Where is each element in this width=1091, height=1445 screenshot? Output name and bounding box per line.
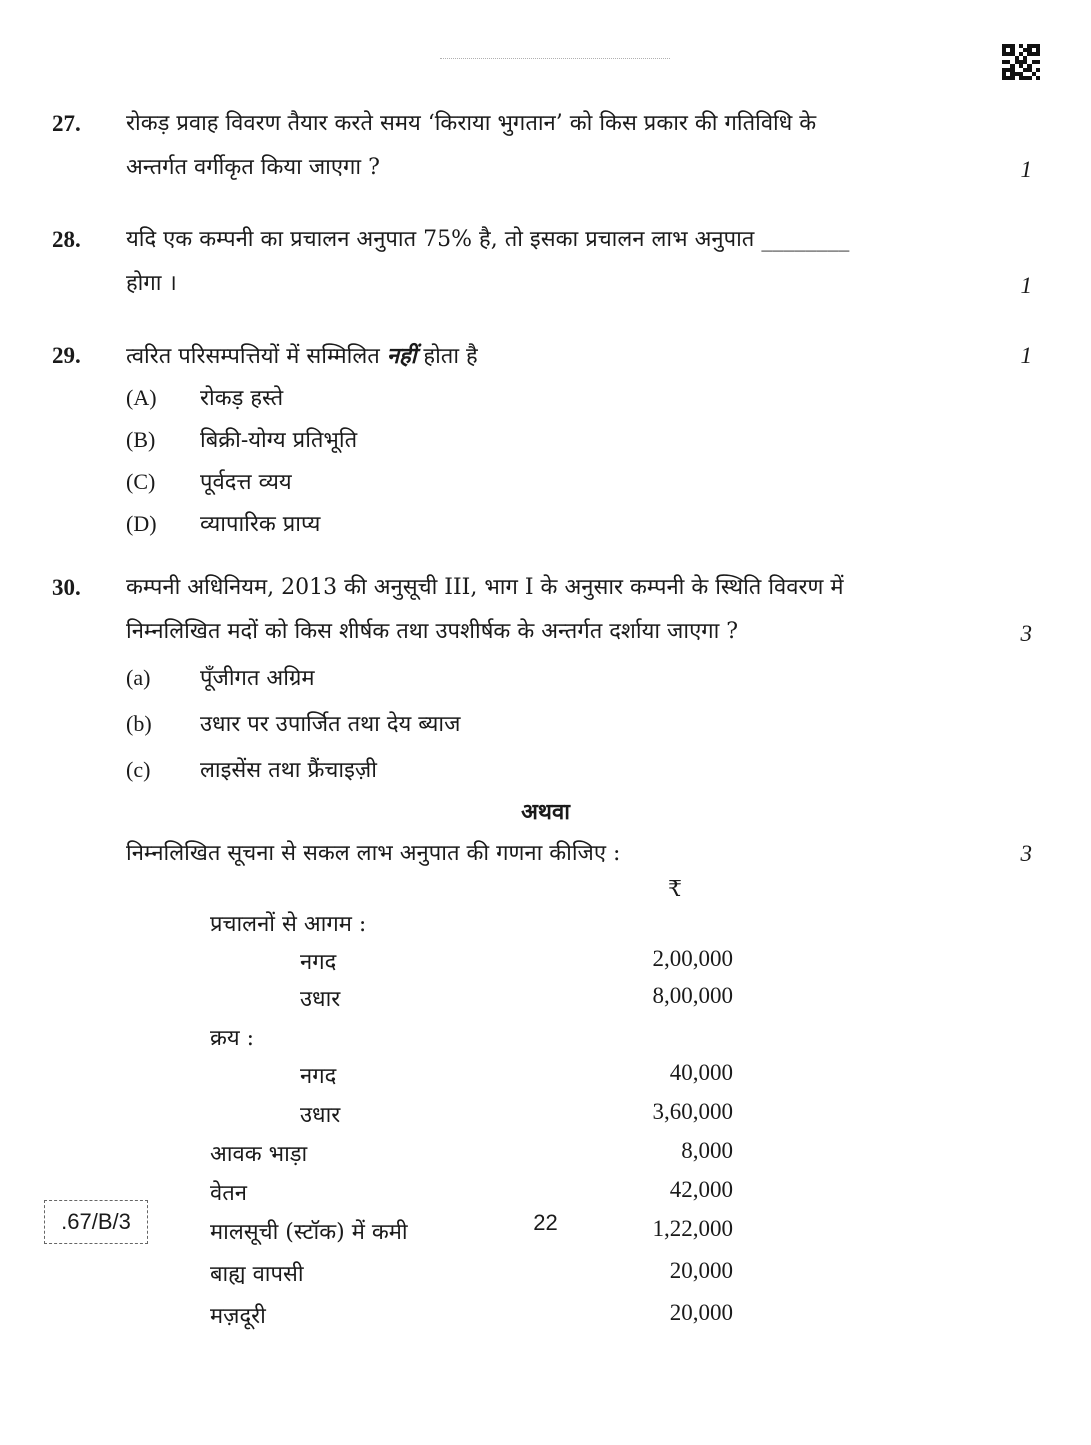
question-emphasis: नहीं <box>386 343 417 369</box>
table-row-label: मालसूची (स्टॉक) में कमी <box>210 1220 408 1245</box>
table-row-label: बाह्य वापसी <box>210 1262 304 1287</box>
option-label: (A) <box>126 385 157 410</box>
or-heading: अथवा <box>521 799 570 825</box>
table-row-label: वेतन <box>210 1181 247 1206</box>
table-row-value: 40,000 <box>669 1060 733 1085</box>
table-row-value: 8,00,000 <box>652 983 733 1008</box>
alt-question-marks: 3 <box>1020 841 1032 866</box>
table-row-label: मज़दूरी <box>210 1304 266 1329</box>
option-d <box>126 504 320 545</box>
question-marks: 1 <box>1020 343 1032 368</box>
option-text: पूँजीगत अग्रिम <box>200 666 315 691</box>
question-number: 30. <box>52 575 81 600</box>
table-row-label: प्रचालनों से आगम : <box>210 912 367 937</box>
question-text-line2: निम्नलिखित मदों को किस शीर्षक तथा उपशीर्षक के अन्तर्गत दर्शाया जाएगा ? <box>126 619 739 644</box>
alt-question-text: निम्नलिखित सूचना से सकल लाभ अनुपात की गणना कीजिए : <box>126 841 621 866</box>
qr-code-icon <box>1002 44 1040 80</box>
table-row-value: 42,000 <box>669 1177 733 1202</box>
question-number: 28. <box>52 227 81 252</box>
question-number: 27. <box>52 111 81 136</box>
option-label: (c) <box>126 757 151 782</box>
table-row-value: 20,000 <box>669 1300 733 1325</box>
header-strip <box>440 58 670 62</box>
option-text: पूर्वदत्त व्यय <box>200 470 292 495</box>
option-a <box>126 658 315 699</box>
option-label: (D) <box>126 511 157 536</box>
option-text: बिक्री-योग्य प्रतिभूति <box>200 428 358 453</box>
table-row-value: 1,22,000 <box>652 1216 733 1241</box>
question-text-line2: होगा । <box>126 271 177 296</box>
question-text-line2: अन्तर्गत वर्गीकृत किया जाएगा ? <box>126 155 380 180</box>
paper-code: .67/B/3 <box>44 1200 148 1244</box>
table-row-value: 3,60,000 <box>652 1099 733 1124</box>
option-label: (C) <box>126 469 156 494</box>
table-row-label: उधार <box>300 1103 341 1128</box>
question-text-line1: रोकड़ प्रवाह विवरण तैयार करते समय ‘किराया भुगतान’ को किस प्रकार की गतिविधि के <box>126 111 817 136</box>
table-row-label: नगद <box>300 1064 337 1089</box>
option-label: (a) <box>126 665 151 690</box>
question-text-after: होता है <box>416 344 478 369</box>
option-text: व्यापारिक प्राप्य <box>200 512 321 537</box>
currency-header: ₹ <box>668 877 682 902</box>
question-text-before: त्वरित परिसम्पत्तियों में सम्मिलित <box>126 344 387 369</box>
question-text-line1: कम्पनी अधिनियम, 2013 की अनुसूची III, भाग I के अनुसार कम्पनी के स्थिति विवरण में <box>126 575 844 600</box>
question-number: 29. <box>52 343 81 368</box>
option-b <box>126 420 357 461</box>
option-a <box>126 378 283 419</box>
table-row-label: नगद <box>300 950 337 975</box>
option-text: उधार पर उपार्जित तथा देय ब्याज <box>200 712 461 737</box>
question-marks: 1 <box>1020 273 1032 298</box>
option-c <box>126 462 292 503</box>
question-marks: 1 <box>1020 157 1032 182</box>
option-label: (B) <box>126 427 156 452</box>
option-c <box>126 750 377 791</box>
option-b <box>126 704 460 745</box>
table-row-value: 8,000 <box>681 1138 733 1163</box>
question-text <box>126 334 982 379</box>
option-text: लाइसेंस तथा फ्रैंचाइज़ी <box>200 758 377 783</box>
table-row-label: आवक भाड़ा <box>210 1142 308 1167</box>
option-label: (b) <box>126 711 152 736</box>
question-marks: 3 <box>1020 621 1032 646</box>
table-row-value: 2,00,000 <box>652 946 733 971</box>
table-row-label: उधार <box>300 987 341 1012</box>
page-number: 22 <box>533 1210 558 1235</box>
table-row-value: 20,000 <box>669 1258 733 1283</box>
table-row-label: क्रय : <box>210 1026 255 1051</box>
question-text-line1: यदि एक कम्पनी का प्रचालन अनुपात 75% है, तो इसका प्रचालन लाभ अनुपात ________ <box>126 227 850 252</box>
option-text: रोकड़ हस्ते <box>200 386 284 411</box>
